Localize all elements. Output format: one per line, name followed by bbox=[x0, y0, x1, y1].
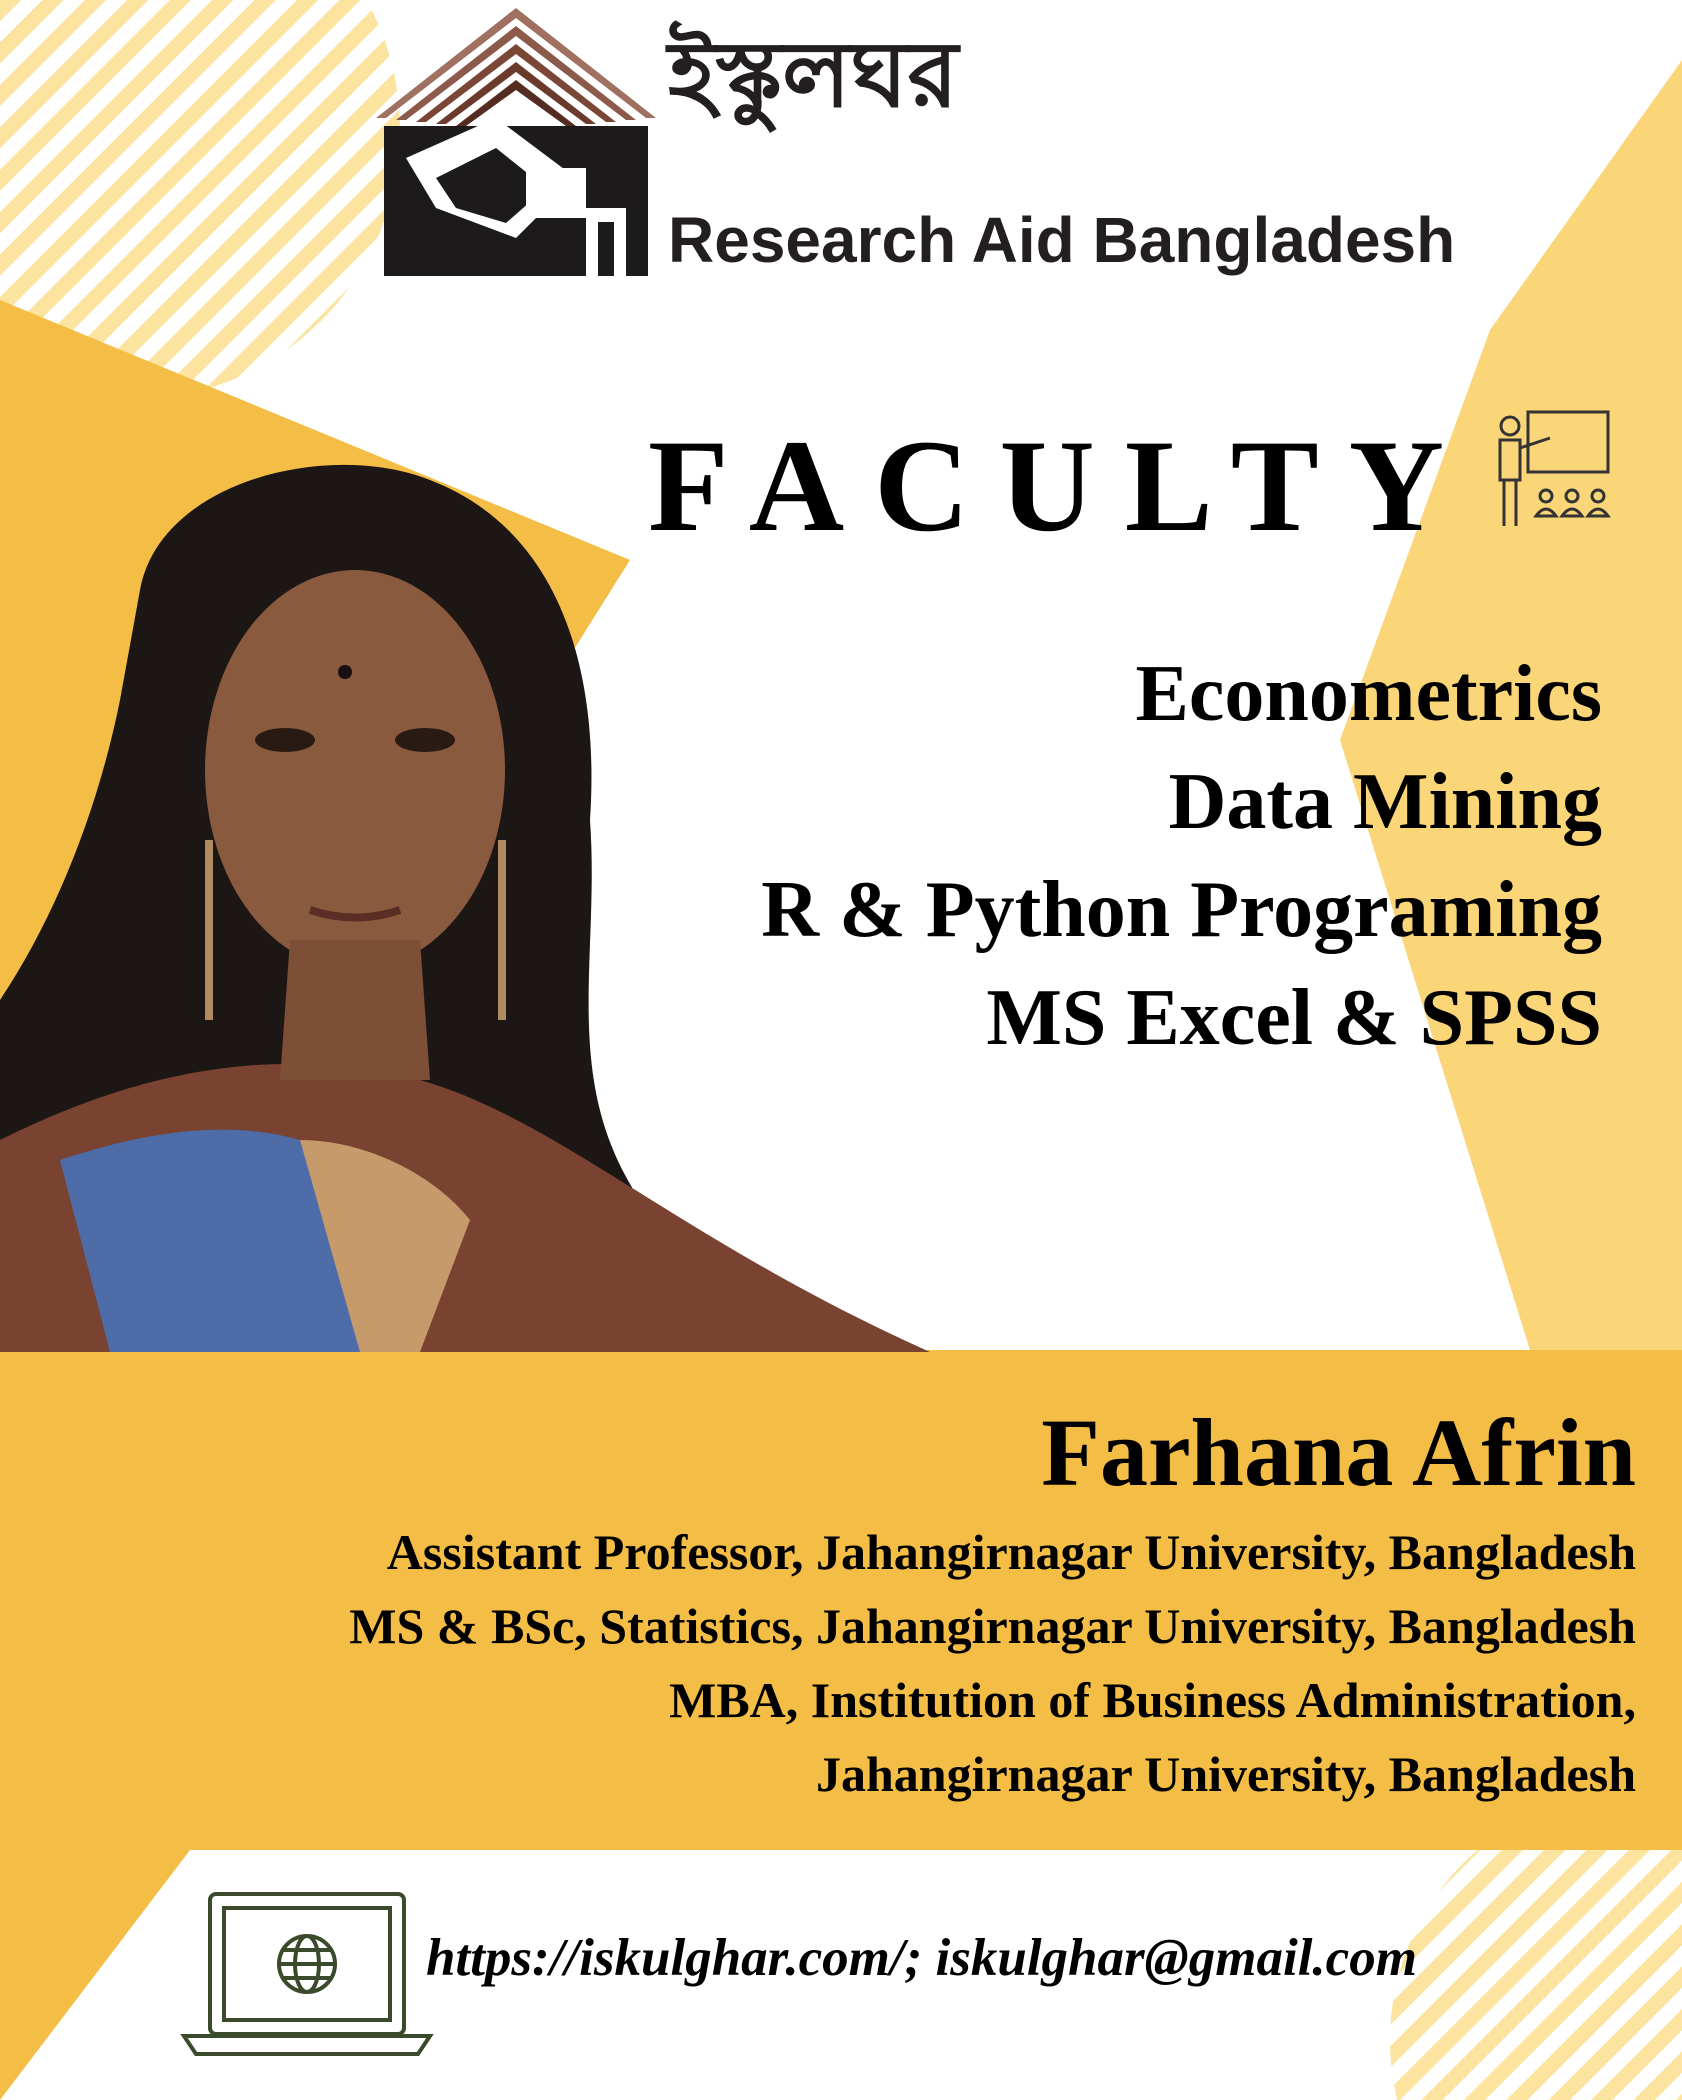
brand-logo bbox=[376, 8, 1526, 288]
credentials-list bbox=[349, 1515, 1636, 1811]
subject-item: Data Mining bbox=[1168, 758, 1602, 846]
credential-line: MS & BSc, Statistics, Jahangirnagar University, Bangladesh bbox=[349, 1598, 1636, 1654]
credential-line: MBA, Institution of Business Administration, bbox=[669, 1672, 1636, 1728]
subject-list bbox=[761, 640, 1602, 1072]
stripe-circle-bottom-right bbox=[1380, 1840, 1682, 2100]
bottom-left-yellow-triangle bbox=[0, 1850, 190, 2100]
page-title: FACULTY bbox=[648, 412, 1475, 559]
credential-line: Jahangirnagar University, Bangladesh bbox=[815, 1746, 1636, 1802]
subject-item: MS Excel & SPSS bbox=[986, 974, 1602, 1062]
laptop-globe-icon bbox=[180, 1890, 434, 2058]
teacher-presentation-icon bbox=[1488, 408, 1614, 530]
contact-link[interactable]: https://iskulghar.com/; iskulghar@gmail.com bbox=[426, 1929, 1417, 1987]
faculty-name: Farhana Afrin bbox=[1041, 1399, 1636, 1506]
brand-name-english: Research Aid Bangladesh bbox=[668, 204, 1456, 276]
credential-line: Assistant Professor, Jahangirnagar University, Bangladesh bbox=[386, 1524, 1636, 1580]
subject-item: R & Python Programing bbox=[761, 866, 1602, 954]
house-logo-icon bbox=[376, 8, 656, 278]
brand-name-bengali: ইস্কুলঘর bbox=[668, 21, 959, 128]
subject-item: Econometrics bbox=[1135, 650, 1602, 738]
